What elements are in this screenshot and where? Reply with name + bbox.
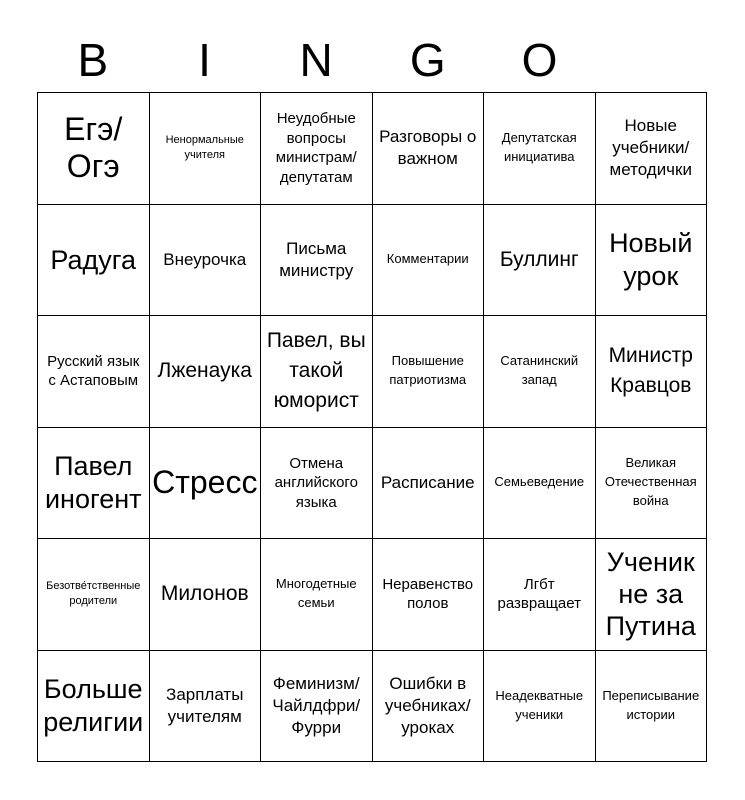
bingo-cell[interactable]: Павел иногент — [38, 428, 150, 540]
header-letter-g: G — [409, 34, 446, 86]
bingo-cell[interactable]: Новые учебники/ методички — [596, 93, 708, 205]
bingo-cell[interactable]: Неудобные вопросы министрам/ депутатам — [261, 93, 373, 205]
bingo-cell[interactable]: Лженаука — [150, 316, 262, 428]
bingo-cell[interactable]: Комментарии — [373, 205, 485, 317]
bingo-cell[interactable]: Неадекватные ученики — [484, 651, 596, 763]
bingo-cell[interactable]: Повышение патриотизма — [373, 316, 485, 428]
bingo-cell[interactable]: Егэ/ Огэ — [38, 93, 150, 205]
bingo-cell[interactable]: Министр Кравцов — [596, 316, 708, 428]
bingo-cell[interactable]: Милонов — [150, 539, 262, 651]
header-letter-b: B — [77, 34, 109, 86]
bingo-cell[interactable]: Ученик не за Путина — [596, 539, 708, 651]
header-letter-o: O — [521, 34, 558, 86]
bingo-cell[interactable]: Феминизм/ Чайлдфри/ Фурри — [261, 651, 373, 763]
bingo-cell[interactable]: Павел, вы такой юморист — [261, 316, 373, 428]
bingo-cell[interactable]: Переписывание истории — [596, 651, 708, 763]
bingo-cell[interactable]: Буллинг — [484, 205, 596, 317]
bingo-header — [37, 28, 707, 92]
bingo-cell[interactable]: Сатанинский запад — [484, 316, 596, 428]
bingo-cell[interactable]: Ошибки в учебниках/ уроках — [373, 651, 485, 763]
bingo-cell[interactable]: Безотве́тственные родители — [38, 539, 150, 651]
bingo-cell[interactable]: Расписание — [373, 428, 485, 540]
bingo-cell[interactable]: Больше религии — [38, 651, 150, 763]
bingo-cell[interactable]: Семьеведение — [484, 428, 596, 540]
bingo-cell[interactable]: Письма министру — [261, 205, 373, 317]
header-letter-i: I — [198, 34, 211, 86]
bingo-cell[interactable]: Новый урок — [596, 205, 708, 317]
bingo-cell[interactable]: Отмена английского языка — [261, 428, 373, 540]
header-letter-n: N — [299, 34, 333, 86]
bingo-cell[interactable]: Разговоры о важном — [373, 93, 485, 205]
bingo-cell[interactable]: Лгбт развращает — [484, 539, 596, 651]
bingo-cell[interactable]: Зарплаты учителям — [150, 651, 262, 763]
bingo-cell[interactable]: Многодетные семьи — [261, 539, 373, 651]
bingo-board — [37, 92, 707, 762]
bingo-cell[interactable]: Ненормальные учителя — [150, 93, 262, 205]
bingo-cell[interactable]: Внеурочка — [150, 205, 262, 317]
bingo-cell[interactable]: Радуга — [38, 205, 150, 317]
bingo-cell[interactable]: Русский язык с Астаповым — [38, 316, 150, 428]
bingo-cell[interactable]: Неравенство полов — [373, 539, 485, 651]
bingo-cell[interactable]: Великая Отечественная война — [596, 428, 708, 540]
bingo-cell[interactable]: Депутатская инициатива — [484, 93, 596, 205]
bingo-cell[interactable]: Стресс — [150, 428, 262, 540]
